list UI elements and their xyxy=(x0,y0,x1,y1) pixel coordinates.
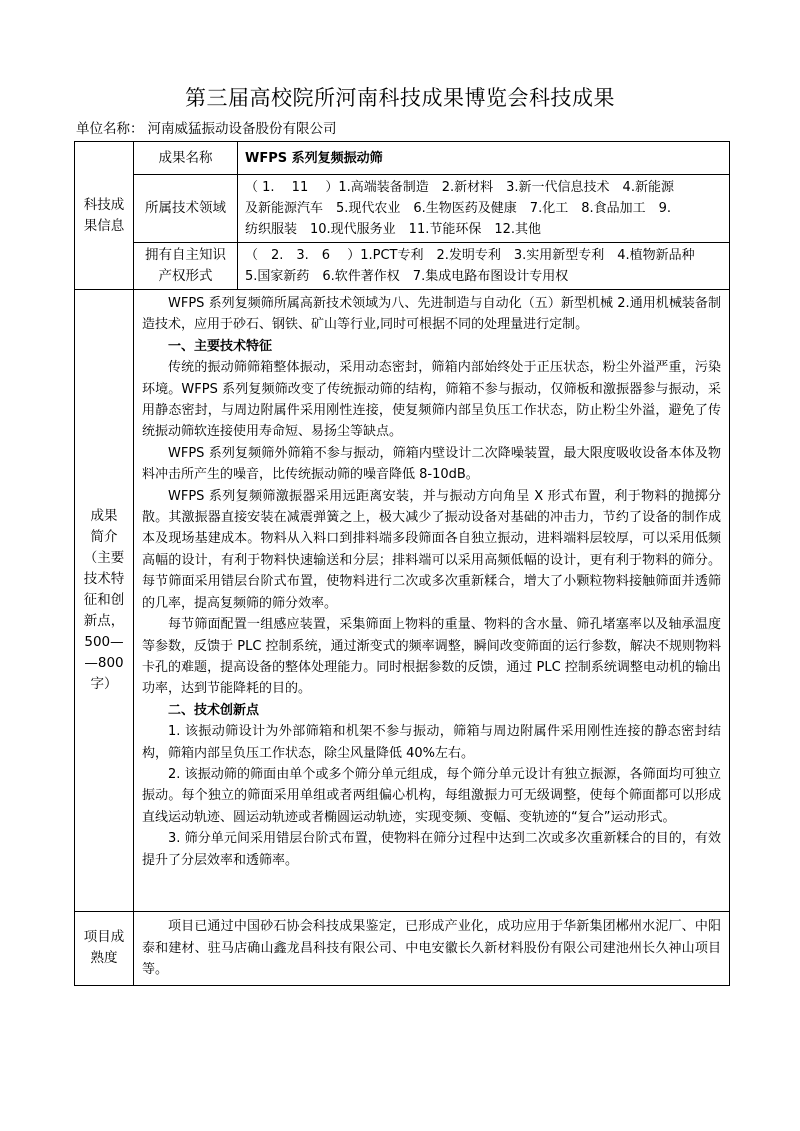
row-result-name xyxy=(75,142,730,175)
innovation-paragraph: 1. 该振动筛设计为外部筛箱和机架不参与振动，筛箱与周边附属件采用刚性连接的静态密封结构，筛箱内部呈负压工作状态，除尘风量降低 40%左右。 xyxy=(142,724,721,761)
summary-intro: WFPS 系列复频筛所属高新技术领域为八、先进制造与自动化（五）新型机械 2.通用机械装备制造技术，应用于砂石、钢铁、矿山等行业,同时可根据不同的处理量进行定制。 xyxy=(142,296,721,333)
section-heading-innovations: 二、技术创新点 xyxy=(168,702,260,718)
innovation-paragraph: 2. 该振动筛的筛面由单个或多个筛分单元组成，每个筛分单元设计有独立振源，各筛面均可独立振动。每个独立的筛面采用单组或者两组偏心机构，每组激振力可无级调整，使每个筛面都可以形成直线运动轨迹、圆运动轨迹或者椭圆运动轨迹，实现变频、变幅、变轨迹的“复合”运动形式。 xyxy=(142,766,721,825)
summary-content xyxy=(134,290,730,912)
page-title: 第三届高校院所河南科技成果博览会科技成果 xyxy=(185,86,615,110)
unit-name-label: 单位名称： xyxy=(76,121,144,137)
row-maturity xyxy=(75,912,730,986)
achievement-table xyxy=(74,141,730,986)
maturity-text: 项目已通过中国砂石协会科技成果鉴定，已形成产业化，成功应用于华新集团郴州水泥厂、中阳泰和建材、驻马店确山鑫龙昌科技有限公司、中电安徽长久新材料股份有限公司建池州长久神山项目等。 xyxy=(142,919,721,977)
feature-paragraph: WFPS 系列复频筛激振器采用远距离安装，并与振动方向角呈 X 形式布置，利于物料的抛掷分散。其激振器直接安装在减震弹簧之上，极大减少了振动设备对基础的冲击力，节约了设备的制作成本及现场基建成本。物料从入料口到排料端多段筛面各自独立振动，进料端料层较厚，可以采用低频高幅的设计，有利于物料快速输送和分层；排料端可以采用高频低幅的设计，更有利于物料的筛分。每节筛面采用错层台阶式布置，使物料进行二次或多次重新糅合，增大了小颗粒物料接触筛面并透筛的几率，提高复频筛的筛分效率。 xyxy=(142,488,721,611)
feature-paragraph: 传统的振动筛筛箱整体振动，采用动态密封，筛箱内部始终处于正压状态，粉尘外溢严重，污染环境。WFPS 系列复频筛改变了传统振动筛的结构，筛箱不参与振动，仅筛板和激振器参与振动，采用静态密封，与周边附属件采用刚性连接，使复频筛内部呈负压工作状态，防止粉尘外溢，避免了传统振动筛软连接使用寿命短、易扬尘等缺点。 xyxy=(142,360,721,440)
feature-paragraph: WFPS 系列复频筛外筛箱不参与振动，筛箱内壁设计二次降噪装置，最大限度吸收设备本体及物料冲击所产生的噪音，比传统振动筛的噪音降低 8-10dB。 xyxy=(142,445,721,483)
feature-paragraph: 每节筛面配置一组感应装置，采集筛面上物料的重量、物料的含水量、筛孔堵塞率以及轴承温度等参数，反馈于 PLC 控制系统，通过渐变式的频率调整，瞬间改变筛面的运行参数，解决不规则物料卡孔的难题，提高设备的整体处理能力。同时根据参数的反馈，通过 PLC 控制系统调整电动机的输出功率，达到节能降耗的目的。 xyxy=(142,617,721,697)
unit-name-value: 河南威猛振动设备股份有限公司 xyxy=(147,121,337,137)
unit-name-line xyxy=(76,120,337,138)
maturity-content xyxy=(134,912,730,986)
row-tech-field xyxy=(75,175,730,243)
ip-form-value: （ 2. 3. 6 ）1.PCT专利 2.发明专利 3.实用新型专利 4.植物新品种 5.国家新药 6.软件著作权 7.集成电路布图设计专用权 xyxy=(238,243,730,290)
tech-field-label: 所属技术领域 xyxy=(134,175,238,243)
section-heading-features: 一、主要技术特征 xyxy=(168,338,273,354)
tech-field-value: （ 1. 11 ）1.高端装备制造 2.新材料 3.新一代信息技术 4.新能源 及新能源汽车 5.现代农业 6.生物医药及健康 7.化工 8.食品加工 9. 纺织服装 10.现代服务业 11.节能环保 12.其他 xyxy=(238,175,730,243)
row-ip-form xyxy=(75,243,730,290)
result-name-value: WFPS 系列复频振动筛 xyxy=(238,142,730,175)
ip-form-label: 拥有自主知识 产权形式 xyxy=(134,243,238,290)
result-name-label: 成果名称 xyxy=(134,142,238,175)
innovation-paragraph: 3. 筛分单元间采用错层台阶式布置，使物料在筛分过程中达到二次或多次重新糅合的目的，有效提升了分层效率和透筛率。 xyxy=(142,831,721,868)
category-info: 科技成 果信息 xyxy=(75,142,134,290)
row-summary xyxy=(75,290,730,912)
category-maturity: 项目成 熟度 xyxy=(75,912,134,986)
category-summary: 成果 简介 （主要 技术特 征和创 新点， 500— —800 字） xyxy=(75,290,134,912)
